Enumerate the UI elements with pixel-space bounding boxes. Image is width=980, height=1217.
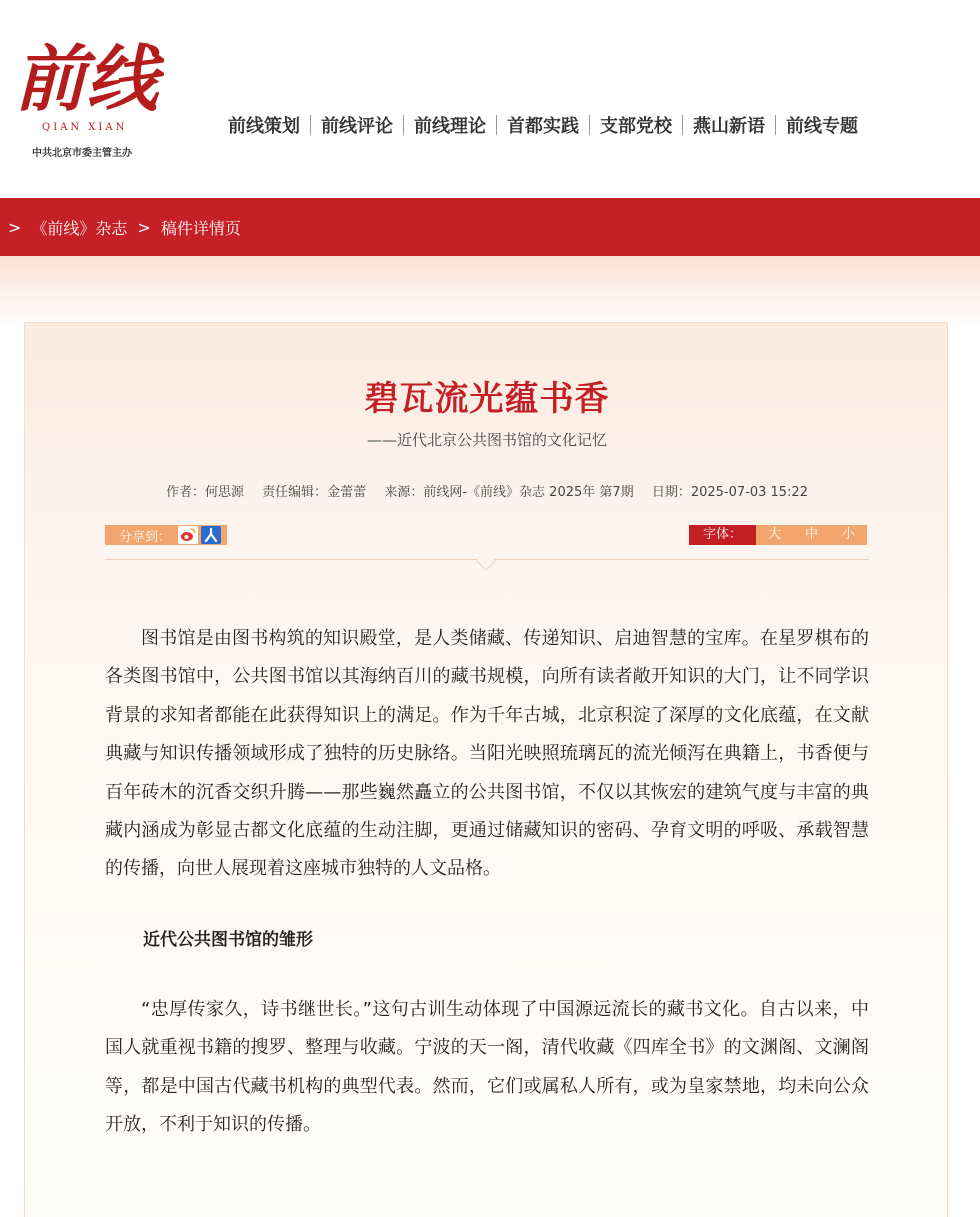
article-subtitle: ——近代北京公共图书馆的文化记忆 xyxy=(366,431,607,449)
main-nav xyxy=(222,112,868,138)
breadcrumb-shadow xyxy=(0,256,980,326)
nav-item-theory[interactable]: 前线理论 xyxy=(414,116,486,137)
font-size-bar xyxy=(689,525,867,545)
people-icon[interactable] xyxy=(201,526,221,544)
editor-label: 责任编辑： xyxy=(262,485,328,500)
site-logo[interactable] xyxy=(12,26,172,166)
share-label: 分享到： xyxy=(119,529,172,545)
article-meta xyxy=(25,481,949,500)
date-label: 日期： xyxy=(651,485,691,500)
author-name: 何思源 xyxy=(205,485,245,500)
logo-pinyin: QIAN XIAN xyxy=(42,122,128,133)
chevron-right-icon: > xyxy=(137,217,151,237)
breadcrumb-current-page: 稿件详情页 xyxy=(160,218,241,238)
source-label: 来源： xyxy=(384,485,424,500)
article-title: 碧瓦流光蕴书香 xyxy=(364,379,610,419)
nav-item-commentary[interactable]: 前线评论 xyxy=(321,116,393,137)
divider-notch xyxy=(476,551,496,571)
font-size-label: 字体： xyxy=(689,525,756,545)
nav-item-practice[interactable]: 首都实践 xyxy=(507,116,579,137)
site-header xyxy=(0,0,980,198)
logo-subtitle: 中共北京市委主管主办 xyxy=(32,148,132,159)
body-paragraph: “忠厚传家久，诗书继世长。”这句古训生动体现了中国源远流长的藏书文化。自古以来，中国人就重视书籍的搜罗、整理与收藏。宁波的天一阁，清代收藏《四库全书》的文渊阁、文澜阁等，都是中国古代藏书机构的典型代表。然而，它们或属私人所有，或为皇家禁地，均未向公众开放，不利于知识的传播。 xyxy=(105,998,869,1136)
publish-date: 2025-07-03 15:22 xyxy=(690,485,808,500)
article-card xyxy=(24,322,948,1217)
section-heading: 近代公共图书馆的雏形 xyxy=(143,929,313,950)
font-size-small[interactable]: 小 xyxy=(830,525,867,545)
nav-item-planning[interactable]: 前线策划 xyxy=(228,116,300,137)
source-value: 前线网-《前线》杂志 2025年 第7期 xyxy=(423,485,634,500)
editor-name: 金蕾蕾 xyxy=(327,485,367,500)
article-body xyxy=(105,620,869,1144)
nav-item-yanshan[interactable]: 燕山新语 xyxy=(693,116,765,137)
weibo-icon[interactable] xyxy=(178,526,198,544)
logo-text: 前线 xyxy=(14,36,159,121)
breadcrumb xyxy=(0,198,980,256)
chevron-right-icon: > xyxy=(8,217,22,237)
breadcrumb-magazine[interactable]: 《前线》杂志 xyxy=(31,218,128,238)
nav-item-party-school[interactable]: 支部党校 xyxy=(600,116,672,137)
font-size-medium[interactable]: 中 xyxy=(793,525,830,545)
logo-calligraphy-icon xyxy=(14,26,164,126)
nav-item-topics[interactable]: 前线专题 xyxy=(786,116,858,137)
author-label: 作者： xyxy=(166,485,206,500)
font-size-large[interactable]: 大 xyxy=(756,525,793,545)
share-bar xyxy=(105,525,227,545)
body-paragraph: 图书馆是由图书构筑的知识殿堂，是人类储藏、传递知识、启迪智慧的宝库。在星罗棋布的各类图书馆中，公共图书馆以其海纳百川的藏书规模，向所有读者敞开知识的大门，让不同学识背景的求知者都能在此获得知识上的满足。作为千年古城，北京积淀了深厚的文化底蕴，在文献典藏与知识传播领域形成了独特的历史脉络。当阳光映照琉璃瓦的流光倾泻在典籍上，书香便与百年砖木的沉香交织升腾——那些巍然矗立的公共图书馆，不仅以其恢宏的建筑气度与丰富的典藏内涵成为彰显古都文化底蕴的生动注脚，更通过储藏知识的密码、孕育文明的呼吸、承载智慧的传播，向世人展现着这座城市独特的人文品格。 xyxy=(105,628,869,880)
